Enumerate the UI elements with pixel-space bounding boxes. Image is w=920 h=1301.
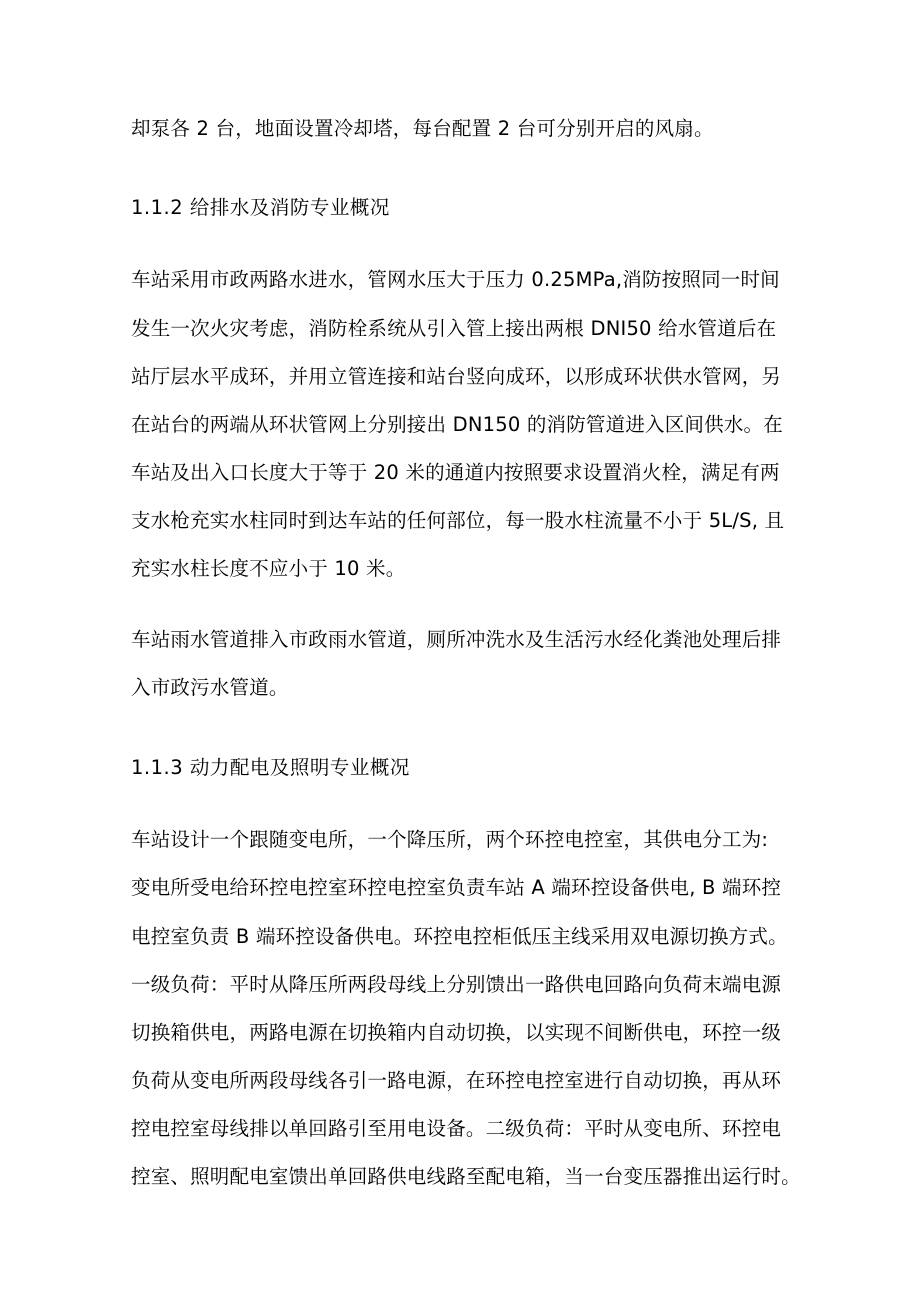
paragraph-line: 车站雨水管道排入市政雨水管道，厕所冲洗水及生活污水经化粪池处理后排 — [131, 628, 782, 651]
paragraph-line: 负荷从变电所两段母线各引一路电源，在环控电控室进行自动切换，再从环 — [131, 1069, 782, 1092]
paragraph-line: 一级负荷：平时从降压所两段母线上分别馈出一路供电回路向负荷末端电源 — [131, 973, 782, 996]
paragraph-line: 支水枪充实水柱同时到达车站的任何部位，每一股水柱流量不小于 5L/S, 且 — [131, 509, 785, 532]
paragraph-line: 切换箱供电，两路电源在切换箱内自动切换，以实现不间断供电，环控一级 — [131, 1021, 782, 1044]
paragraph-line: 入市政污水管道。 — [131, 676, 289, 699]
paragraph-line: 车站设计一个跟随变电所，一个降压所，两个环控电控室，其供电分工为: — [131, 828, 769, 851]
section-heading-1-1-2: 1.1.2 给排水及消防专业概况 — [131, 196, 390, 219]
paragraph-line: 车站采用市政两路水进水，管网水压大于压力 0.25MPa,消防按照同一时间 — [131, 268, 780, 291]
paragraph-line: 控室、照明配电室馈出单回路供电线路至配电箱，当一台变压器推出运行时。 — [131, 1165, 801, 1188]
paragraph-line: 变电所受电给环控电控室环控电控室负责车站 A 端环控设备供电, B 端环控 — [131, 876, 782, 899]
paragraph-line: 车站及出入口长度大于等于 20 米的通道内按照要求设置消火栓，满足有两 — [131, 461, 780, 484]
paragraph-line: 在站台的两端从环状管网上分别接出 DN150 的消防管道进入区间供水。在 — [131, 413, 783, 436]
paragraph-line: 站厅层水平成环，并用立管连接和站台竖向成环，以形成环状供水管网，另 — [131, 365, 782, 388]
section-heading-1-1-3: 1.1.3 动力配电及照明专业概况 — [131, 756, 410, 779]
paragraph-line: 充实水柱长度不应小于 10 米。 — [131, 557, 406, 580]
paragraph-line: 发生一次火灾考虑，消防栓系统从引入管上接出两根 DNI50 给水管道后在 — [131, 317, 777, 340]
paragraph-line: 控电控室母线排以单回路引至用电设备。二级负荷：平时从变电所、环控电 — [131, 1117, 782, 1140]
paragraph-line: 电控室负责 B 端环控设备供电。环控电控柜低压主线采用双电源切换方式。 — [131, 925, 788, 948]
intro-line: 却泵各 2 台，地面设置冷却塔，每台配置 2 台可分别开启的风扇。 — [131, 117, 714, 140]
